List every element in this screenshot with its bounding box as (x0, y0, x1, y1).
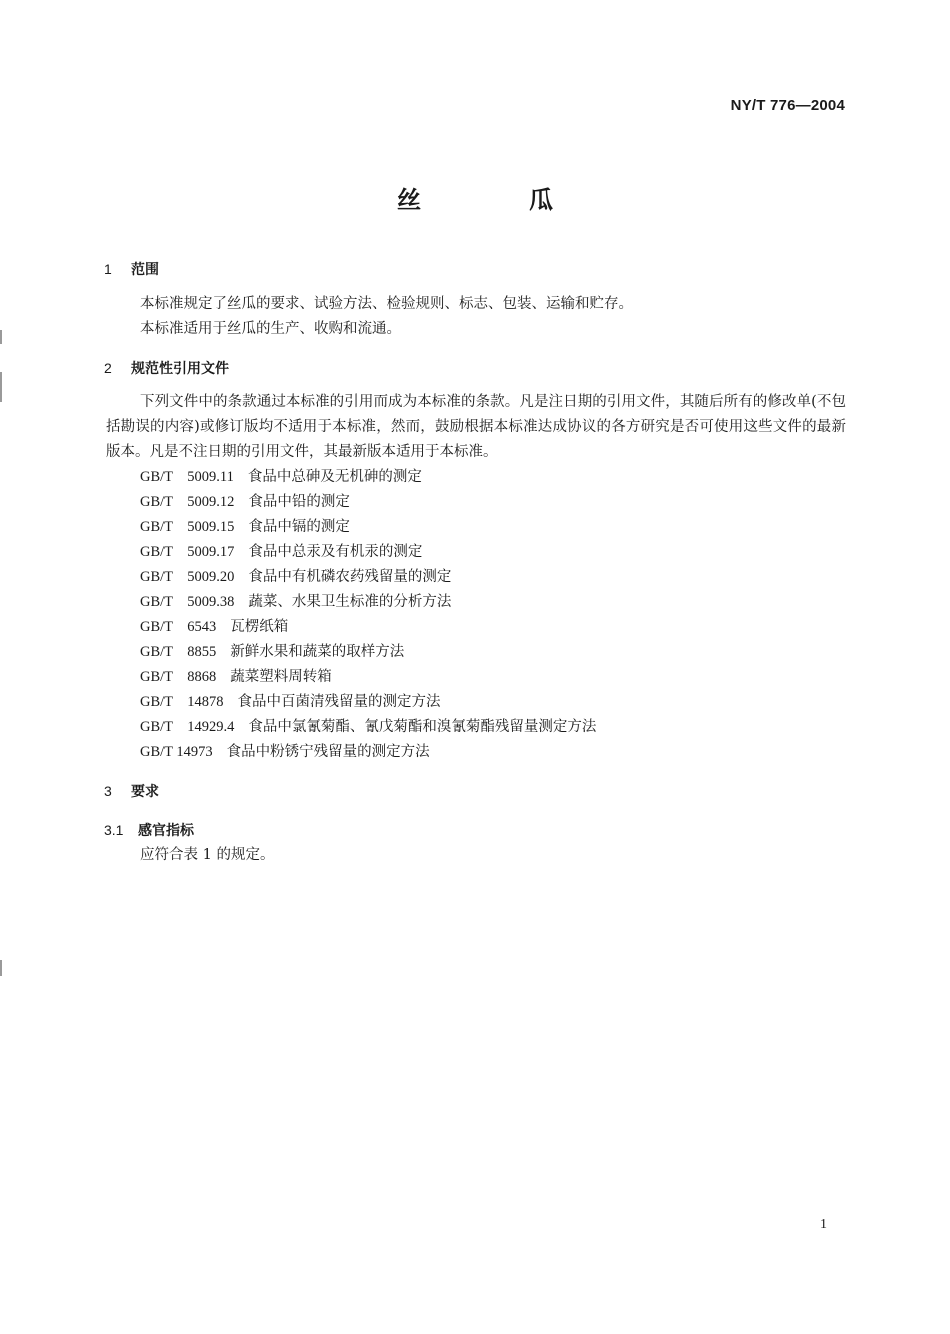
section-1-number: 1 (104, 261, 112, 277)
reference-title: 食品中氯氰菊酯、氰戊菊酯和溴氰菊酯残留量测定方法 (248, 719, 597, 735)
reference-title: 食品中总砷及无机砷的测定 (247, 469, 422, 485)
scan-edge-mark (0, 330, 2, 344)
reference-title: 蔬菜、水果卫生标准的分析方法 (248, 594, 452, 610)
reference-code: GB/T 5009.12 (140, 494, 235, 510)
scan-edge-mark (0, 960, 2, 976)
reference-item (140, 640, 596, 665)
reference-title: 新鲜水果和蔬菜的取样方法 (230, 644, 405, 660)
reference-item (140, 565, 596, 590)
reference-title: 食品中总汞及有机汞的测定 (248, 544, 423, 560)
section-3-heading (104, 781, 159, 801)
reference-list (140, 465, 596, 765)
reference-code: GB/T 14878 (140, 694, 224, 710)
section-2-title: 规范性引用文件 (131, 361, 229, 377)
reference-title: 食品中有机磷农药残留量的测定 (248, 569, 452, 585)
reference-item (140, 690, 596, 715)
section-2-paragraph: 下列文件中的条款通过本标准的引用而成为本标准的条款。凡是注日期的引用文件，其随后所有的修改单(不包括勘误的内容)或修订版均不适用于本标准，然而，鼓励根据本标准达成协议的各方研究是否可使用这些文件的最新版本。凡是不注日期的引用文件，其最新版本适用于本标准。 (106, 394, 846, 460)
reference-title: 瓦楞纸箱 (230, 619, 289, 635)
reference-code: GB/T 8855 (140, 644, 217, 660)
section-3-number: 3 (104, 783, 112, 799)
reference-code: GB/T 14929.4 (140, 719, 235, 735)
reference-code: GB/T 14973 (140, 744, 213, 760)
reference-item (140, 465, 596, 490)
reference-code: GB/T 5009.20 (140, 569, 235, 585)
standard-code: NY/T 776—2004 (730, 97, 845, 114)
reference-code: GB/T 5009.38 (140, 594, 235, 610)
page-number: 1 (820, 1217, 827, 1232)
section-3-1-paragraph: 应符合表 1 的规定。 (140, 847, 275, 863)
section-1-title: 范围 (131, 262, 159, 278)
section-3-title: 要求 (131, 784, 159, 800)
reference-code: GB/T 8868 (140, 669, 217, 685)
reference-item (140, 590, 596, 615)
section-3-1-number: 3.1 (104, 822, 124, 838)
reference-code: GB/T 5009.15 (140, 519, 235, 535)
reference-code: GB/T 6543 (140, 619, 217, 635)
section-1-heading (104, 259, 159, 279)
section-2-number: 2 (104, 360, 112, 376)
section-3-1-heading (104, 820, 194, 840)
reference-title: 食品中百菌清残留量的测定方法 (237, 694, 441, 710)
reference-item (140, 515, 596, 540)
section-1-paragraph-1: 本标准规定了丝瓜的要求、试验方法、检验规则、标志、包装、运输和贮存。 (140, 296, 633, 312)
section-3-1-title: 感官指标 (138, 823, 194, 839)
scan-edge-mark (0, 372, 2, 402)
document-title: 丝 瓜 (397, 186, 595, 214)
reference-title: 食品中镉的测定 (248, 519, 350, 535)
reference-code: GB/T 5009.11 (140, 469, 234, 485)
reference-item (140, 665, 596, 690)
reference-item (140, 740, 596, 765)
reference-code: GB/T 5009.17 (140, 544, 235, 560)
section-2-heading (104, 358, 229, 378)
reference-item (140, 715, 596, 740)
reference-item (140, 615, 596, 640)
reference-title: 食品中粉锈宁残留量的测定方法 (226, 744, 430, 760)
reference-item (140, 490, 596, 515)
section-1-paragraph-2: 本标准适用于丝瓜的生产、收购和流通。 (140, 321, 401, 337)
reference-title: 蔬菜塑料周转箱 (230, 669, 332, 685)
reference-title: 食品中铅的测定 (248, 494, 350, 510)
reference-item (140, 540, 596, 565)
